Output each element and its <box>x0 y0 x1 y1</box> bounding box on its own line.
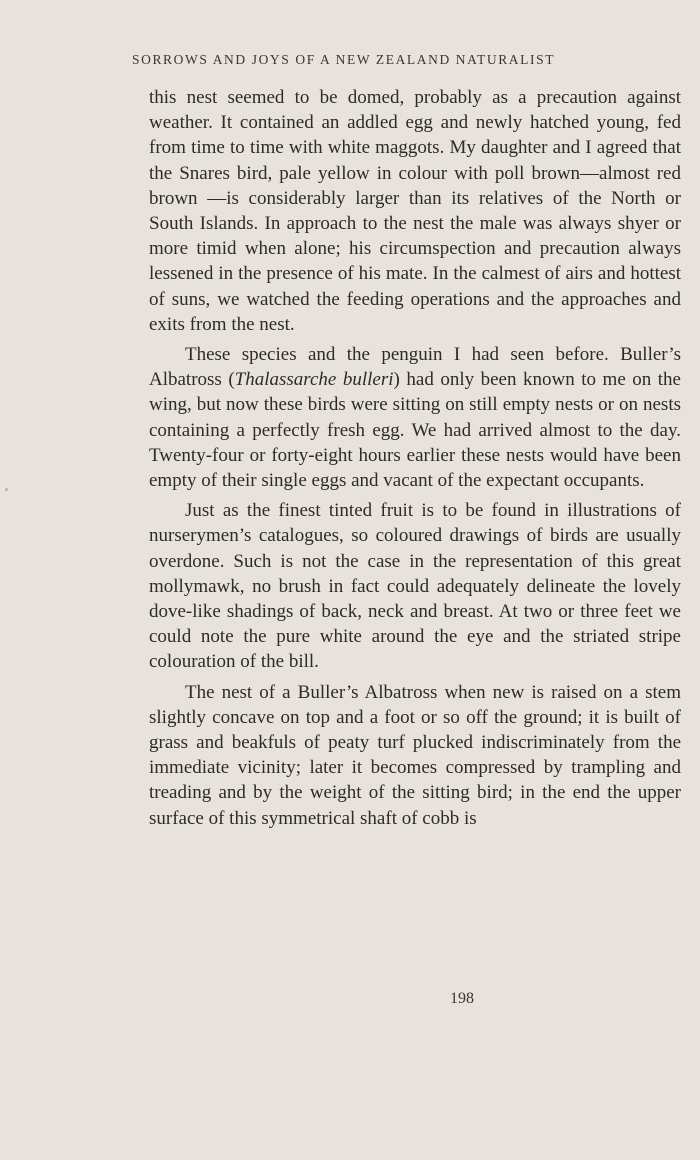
page-number-row <box>0 990 700 1008</box>
paragraph-3-text: Just as the finest tinted fruit is to be found in illustrations of nurserymen’s catalogues, so coloured drawings of birds are usually overdone. Such is not the case in the representation of this great mollymawk, no brush in fact could adequately delineate the lovely dove-like shadings of back, neck and breast. At two or three feet we could note the pure white around the eye and the striated stripe colouration of the bill. <box>149 500 681 673</box>
paragraph-2 <box>149 342 681 493</box>
paragraph-4 <box>149 680 681 831</box>
species-name: Thalassarche bulleri <box>234 369 394 391</box>
paragraph-1-text: this nest seemed to be domed, probably as a precaution against weather. It contained an addled egg and newly hatched young, fed from time to time with white maggots. My daughter and I agreed that the Snares bird, pale yellow in colour with poll brown—almost red brown —is considerably larger than its relatives of the North or South Islands. In approach to the nest the male was always shyer or more timid when alone; his circumspection and precaution always lessened in the presence of his mate. In the calmest of airs and hottest of suns, we watched the feeding operations and the approaches and exits from the nest. <box>149 87 681 335</box>
paragraph-2-text-end: ) had only been known to me on the wing, but now these birds were sitting on still empty nests or on nests containing a perfectly fresh egg. We had arrived almost to the day. Twenty-four or forty-eight hours earlier these nests would have been empty of their single eggs and vacant of the expectant occupants. <box>149 369 681 492</box>
paragraph-3 <box>149 498 681 674</box>
page-number: 198 <box>450 990 474 1007</box>
running-head: SORROWS AND JOYS OF A NEW ZEALAND NATURALIST <box>132 52 556 67</box>
body-text <box>149 85 681 836</box>
paragraph-4-text: The nest of a Buller’s Albatross when new is raised on a stem slightly concave on top and a foot or so off the ground; it is built of grass and beakfuls of peaty turf plucked indiscriminately from the immediate vicinity; later it becomes compressed by trampling and treading and by the weight of the sitting bird; in the end the upper surface of this symmetrical shaft of cobb is <box>149 681 681 829</box>
paragraph-2-text-start: These species and the penguin I had seen before. Buller’s Albatross ( <box>149 344 681 391</box>
margin-speck <box>5 488 8 491</box>
paragraph-1 <box>149 85 681 337</box>
